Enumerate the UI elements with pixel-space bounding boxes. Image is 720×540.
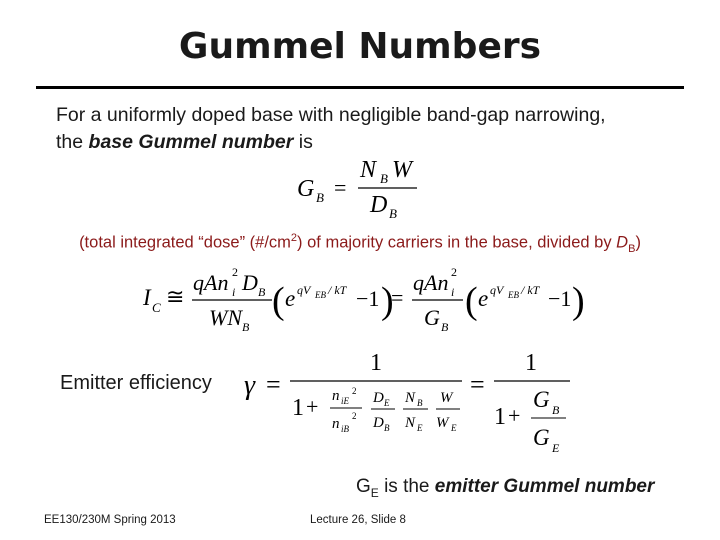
gamma-plus-2: +	[508, 403, 521, 428]
gb-den-sub: B	[389, 206, 397, 221]
ic-paren-close-1: )	[381, 280, 394, 322]
note-part-a: (total integrated “dose” (#/cm	[79, 233, 291, 252]
gb-lhs: G	[297, 176, 315, 202]
note-sub: B	[628, 242, 636, 255]
gb-den: D	[370, 192, 388, 218]
gamma-ne-sub: E	[417, 423, 423, 433]
gamma-ge: G	[533, 425, 550, 450]
emitter-efficiency-label: Emitter efficiency	[60, 372, 212, 394]
gamma-equals: =	[266, 370, 281, 399]
gamma-one-den-2: 1	[494, 404, 506, 430]
intro-text-a: the	[56, 131, 89, 153]
ic-den2-sub: B	[441, 320, 449, 334]
base-gummel-term: base Gummel number	[88, 131, 294, 153]
ic-minus-2: −1	[548, 286, 572, 311]
ic-lhs: I	[143, 285, 151, 310]
gamma-niB: n	[332, 416, 340, 432]
ge-sub: E	[370, 485, 379, 500]
ic-e-1: e	[285, 286, 296, 311]
gamma-ne: N	[405, 415, 416, 431]
footer-course: EE130/230M Spring 2013	[44, 514, 176, 526]
ic-lhs-sub: C	[152, 300, 161, 315]
emitter-gummel-term: emitter Gummel number	[434, 476, 655, 497]
ic-den: WN	[209, 305, 242, 330]
ic-exp-sub-2: EB	[508, 290, 519, 300]
emitter-gummel-note	[356, 476, 654, 500]
note-d: D	[616, 233, 629, 252]
ic-num-sq: 2	[232, 265, 238, 279]
ic-num2: qAn	[413, 270, 449, 295]
gb-num-sub: B	[380, 171, 388, 186]
ic-num2-sq: 2	[451, 265, 457, 279]
gamma-niE-sq: 2	[352, 386, 357, 396]
ge-text: is the	[378, 476, 435, 497]
ic-e-2: e	[478, 286, 489, 311]
gamma-niE: n	[332, 388, 340, 404]
ic-exp-tail-2: / kT	[521, 283, 540, 297]
gamma-de: D	[373, 390, 384, 406]
gamma-gb-sub: B	[552, 403, 560, 417]
ic-paren-open-2: (	[465, 280, 478, 322]
gamma-one-2: 1	[525, 350, 537, 376]
gamma-we: W	[436, 415, 449, 431]
slide-title: Gummel Numbers	[178, 26, 542, 67]
intro-text-c: is	[293, 131, 313, 153]
ge-main: G	[356, 476, 371, 497]
ic-paren-open-1: (	[272, 280, 285, 322]
gamma-db: D	[373, 415, 384, 431]
gamma-nb-sub: B	[417, 398, 423, 408]
ic-num-i: i	[232, 285, 236, 299]
gamma-db-sub: B	[384, 423, 390, 433]
gamma-one-1: 1	[370, 350, 382, 376]
ic-exp-tail-1: / kT	[328, 283, 347, 297]
ic-num-bsub: B	[258, 285, 266, 299]
gamma-de-sub: E	[384, 398, 390, 408]
footer-slide-number: Lecture 26, Slide 8	[310, 514, 406, 526]
gamma-ge-sub: E	[552, 441, 560, 455]
gamma-w: W	[440, 390, 453, 406]
gb-num-w: W	[392, 157, 412, 183]
ic-exp-2: qV	[490, 283, 504, 297]
note-part-c: )	[635, 233, 641, 252]
gamma-symbol: γ	[244, 370, 256, 401]
gamma-plus-1: +	[306, 394, 319, 419]
ic-paren-close-2: )	[572, 280, 585, 322]
ic-num-a: qAn	[193, 270, 229, 295]
ic-exp-1: qV	[297, 283, 311, 297]
gamma-gb: G	[533, 387, 550, 412]
ic-rel: ≅	[166, 284, 185, 309]
gamma-niB-sub: iB	[341, 424, 349, 434]
ic-num-b: D	[242, 270, 258, 295]
gamma-nb: N	[405, 390, 416, 406]
intro-line-1: For a uniformly doped base with negligible band-gap narrowing,	[56, 104, 606, 126]
ic-equals: =	[391, 285, 404, 310]
note-sup: 2	[290, 232, 298, 244]
gamma-niE-sub: iE	[341, 396, 349, 406]
ic-num2-i: i	[451, 285, 455, 299]
gb-num: N	[360, 157, 377, 183]
note-part-b: ) of majority carriers in the base, divided by	[297, 233, 617, 252]
gb-equals: =	[334, 175, 347, 200]
ic-den2: G	[424, 305, 440, 330]
gamma-one-den: 1	[292, 395, 304, 421]
gb-lhs-sub: B	[316, 190, 324, 205]
ic-den-sub: B	[242, 320, 250, 334]
gamma-we-sub: E	[451, 423, 457, 433]
ic-minus-1: −1	[356, 286, 380, 311]
gamma-equals-2: =	[470, 370, 485, 399]
gamma-niB-sq: 2	[352, 411, 357, 421]
ic-exp-sub-1: EB	[315, 290, 326, 300]
